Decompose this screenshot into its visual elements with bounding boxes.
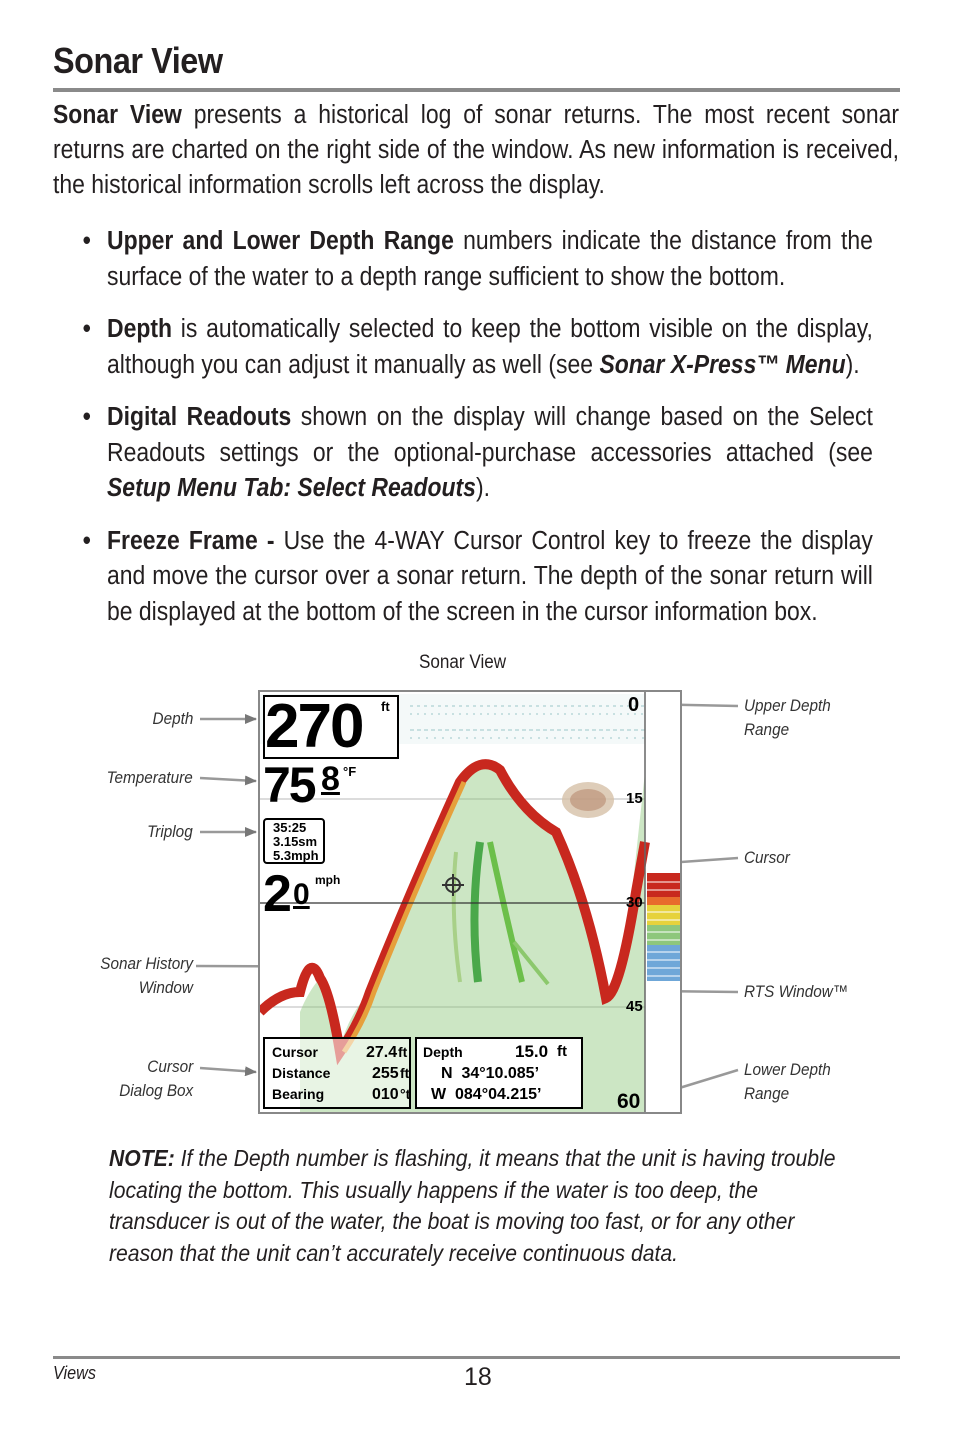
depth-value: 270 xyxy=(265,692,363,761)
footer-rule xyxy=(53,1356,900,1359)
scale-upper-depth: 0 xyxy=(628,694,640,716)
bullet-dot: • xyxy=(82,526,91,555)
triplog-speed: 5.3mph xyxy=(273,848,319,863)
speed-decimal: 0 xyxy=(293,878,310,911)
speed-readout xyxy=(263,865,363,923)
bullet-bold: Digital Readouts xyxy=(107,403,292,431)
callout-rts-window: RTS Window™ xyxy=(744,982,849,1001)
position-longitude: W 084°04.215’ xyxy=(431,1086,542,1103)
position-depth-unit: ft xyxy=(557,1043,567,1060)
callout-cursor: Cursor xyxy=(744,848,790,867)
arrow-temperature xyxy=(200,778,256,781)
bullet-text: numbers indicate the distance from the surface of the water to a depth range sufficient to show the bottom. xyxy=(107,227,873,291)
cursor-row-label: Cursor xyxy=(272,1044,318,1060)
bullet-bold: Upper and Lower Depth Range xyxy=(107,227,454,255)
temperature-unit: °F xyxy=(343,764,357,779)
scale-tick-30: 30 xyxy=(626,894,643,911)
callout-text: Sonar History xyxy=(100,954,193,973)
callout-triplog: Triplog xyxy=(147,822,193,841)
intro-lead: Sonar View xyxy=(53,101,182,129)
cursor-row xyxy=(272,1042,409,1063)
scale-lower-depth: 60 xyxy=(617,1090,641,1113)
page-number: 18 xyxy=(464,1363,492,1391)
callout-text: Window xyxy=(138,978,193,997)
temperature-decimal: 8 xyxy=(321,760,340,798)
scale-tick-45: 45 xyxy=(626,998,643,1015)
triplog-readout xyxy=(263,818,325,864)
temperature-value: 75 xyxy=(263,757,315,813)
depth-readout xyxy=(263,692,399,761)
bullet-text: Use the 4-WAY Cursor Control key to freeze the display and move the cursor over a sonar return. The depth of the sonar return will be displayed at the bottom of the screen in the cursor information box. xyxy=(107,526,873,626)
triplog-distance: 3.15sm xyxy=(273,834,318,849)
position-latitude: N 34°10.085’ xyxy=(441,1065,540,1082)
temperature-readout xyxy=(263,757,363,813)
distance-row xyxy=(272,1063,409,1084)
bearing-row-label: Bearing xyxy=(272,1086,325,1102)
bullet-ref: Setup Menu Tab: Select Readouts xyxy=(107,474,476,502)
page-title: Sonar View xyxy=(53,40,223,81)
triplog-time: 35:25 xyxy=(273,820,307,835)
callout-text: Lower Depth xyxy=(744,1060,831,1079)
bullet-dot: • xyxy=(82,227,91,255)
figure-caption: Sonar View xyxy=(419,652,507,673)
bullet-text: shown on the display will change based on the Select Readouts settings or the optional-purchase accessories attached (see xyxy=(107,403,873,467)
note-text: If the Depth number is flashing, it means that the unit is having trouble locating the bottom. This usually happens if the water is too deep, the transducer is out of the water, the boat is moving too fast, or for any other reason that the unit can’t accurately receive continuous data. xyxy=(109,1145,836,1266)
bearing-row xyxy=(272,1084,409,1105)
bullet-tail: ). xyxy=(845,350,860,379)
intro-text: presents a historical log of sonar returns. The most recent sonar returns are charted on the right side of the window. As new information is received, the historical information scrolls left across the display. xyxy=(53,101,900,199)
bullet-tail: ). xyxy=(475,474,490,502)
distance-row-unit: ft xyxy=(400,1065,410,1081)
distance-row-label: Distance xyxy=(272,1065,331,1081)
cursor-position-box xyxy=(415,1037,583,1109)
distance-row-value: 255 xyxy=(372,1065,399,1082)
depth-unit: ft xyxy=(381,699,390,714)
bullet-bold: Depth xyxy=(107,315,173,343)
position-depth-value: 15.0 xyxy=(515,1042,549,1061)
bullet-dot: • xyxy=(82,315,91,343)
bearing-row-value: 010 xyxy=(372,1086,399,1103)
callout-text: Range xyxy=(744,1084,790,1103)
bearing-row-unit: °t xyxy=(400,1086,411,1102)
arrow-cursor-dialog xyxy=(200,1068,256,1072)
cursor-dialog-box xyxy=(263,1037,411,1109)
rts-window xyxy=(647,873,680,981)
callout-temperature: Temperature xyxy=(106,768,193,787)
bullet-ref: Sonar X-Press™ Menu xyxy=(599,350,846,379)
cursor-row-value: 27.4 xyxy=(366,1044,398,1061)
note-label: NOTE: xyxy=(109,1145,175,1171)
bullet-text: is automatically selected to keep the bottom visible on the display, although you can adjust it manually as well (see xyxy=(107,315,873,379)
footer-section: Views xyxy=(53,1363,96,1383)
bullet-bold: Freeze Frame - xyxy=(107,526,275,555)
cursor-row-unit: ft xyxy=(398,1044,408,1060)
callout-text: Dialog Box xyxy=(119,1081,193,1100)
sonar-screen xyxy=(258,690,682,1114)
scale-tick-15: 15 xyxy=(626,790,643,807)
speed-unit: mph xyxy=(315,873,341,887)
position-depth-label: Depth xyxy=(423,1044,463,1060)
callout-text: Cursor xyxy=(147,1057,193,1076)
callout-text: Upper Depth xyxy=(744,696,831,715)
bullet-dot: • xyxy=(82,403,91,431)
callout-text: Range xyxy=(744,720,790,739)
callout-depth: Depth xyxy=(152,709,193,728)
speed-value: 2 xyxy=(263,865,292,923)
note xyxy=(109,1143,843,1269)
